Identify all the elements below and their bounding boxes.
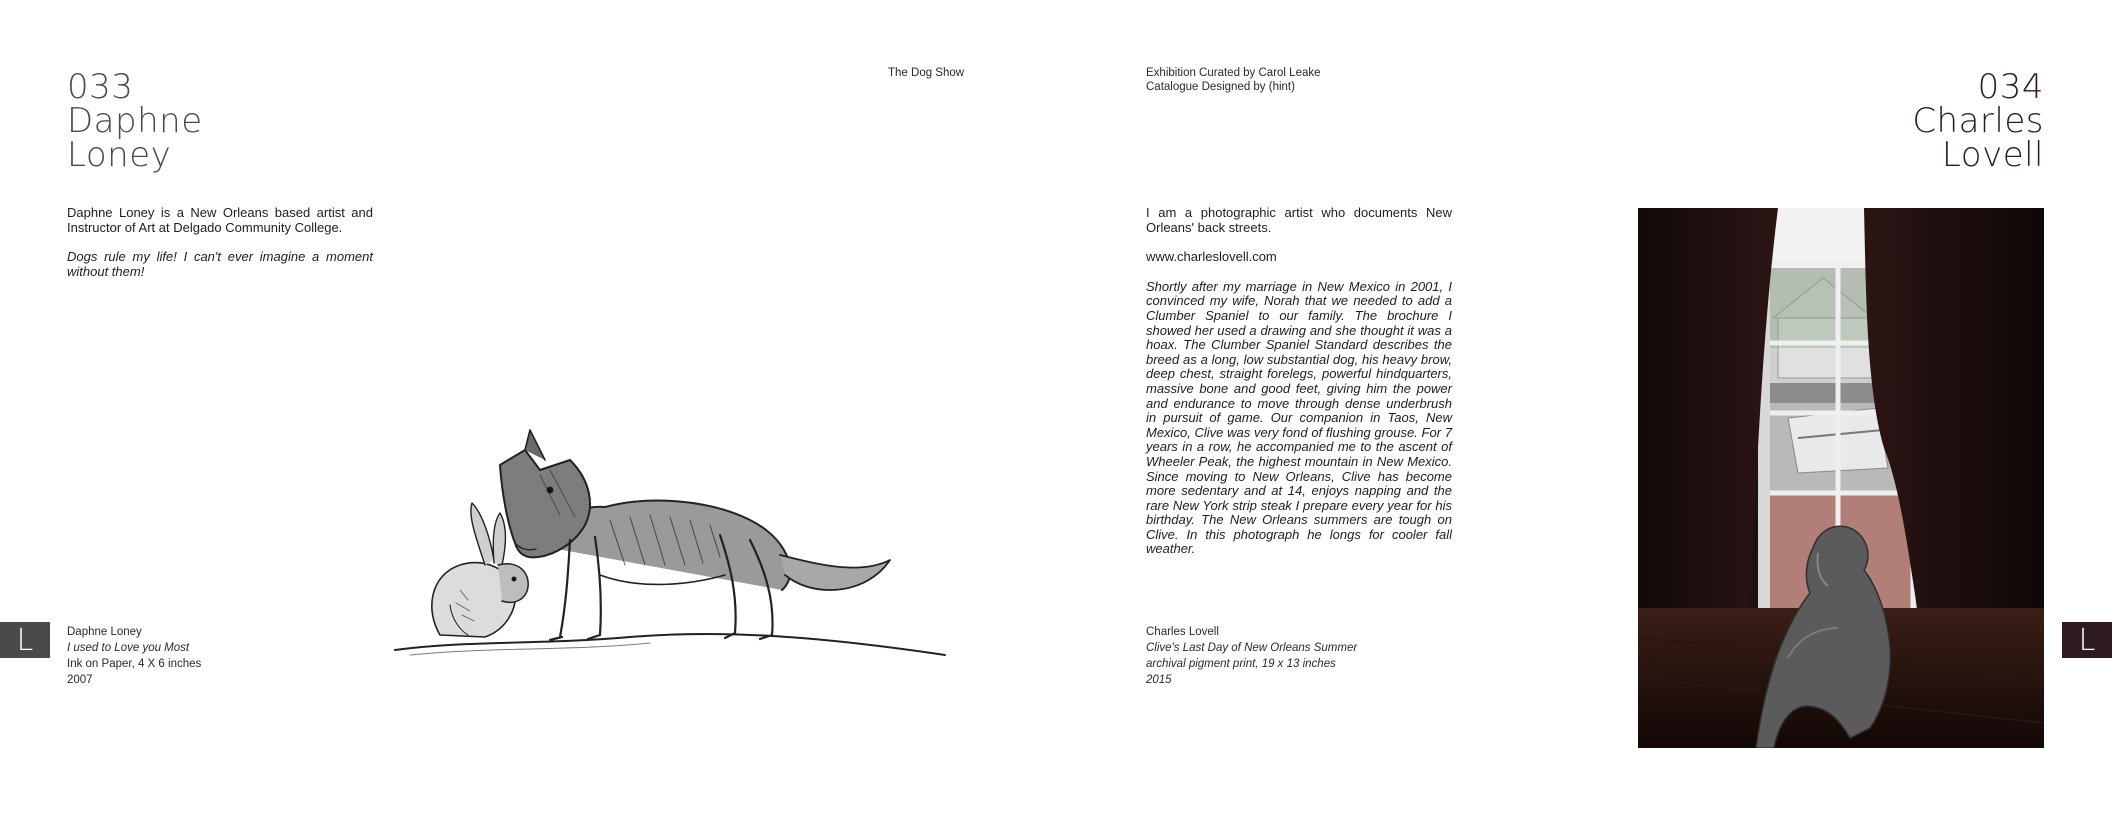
- designer-credit: Catalogue Designed by (hint): [1146, 81, 1295, 93]
- left-artwork-caption: [67, 624, 327, 688]
- right-caption-year: 2015: [1146, 674, 1172, 686]
- right-caption-artist: Charles Lovell: [1146, 626, 1219, 638]
- show-title: The Dog Show: [888, 67, 965, 79]
- catalogue-credits: [1146, 66, 1406, 94]
- left-caption-medium: Ink on Paper, 4 X 6 inches: [67, 658, 202, 670]
- left-artist-last-name: Loney: [67, 135, 172, 175]
- left-artist-heading: [67, 67, 203, 175]
- right-catalogue-number: 034: [1977, 67, 2044, 107]
- left-artist-quote: Dogs rule my life! I can't ever imagine a moment without them!: [67, 249, 373, 279]
- right-artwork-caption: [1146, 624, 1446, 688]
- right-artist-first-name: Charles: [1912, 101, 2044, 141]
- curator-credit: Exhibition Curated by Carol Leake: [1146, 67, 1321, 79]
- right-text-block: [1146, 206, 1452, 557]
- left-caption-year: 2007: [67, 674, 93, 686]
- left-catalogue-number: 033: [67, 67, 134, 107]
- left-text-block: [67, 206, 373, 279]
- dog-at-window-photo-icon: [1638, 208, 2044, 748]
- right-caption-medium: archival pigment print, 19 x 13 inches: [1146, 658, 1336, 670]
- right-artist-statement: Shortly after my marriage in New Mexico in 2001, I convinced my wife, Norah that we needed to add a Clumber Spaniel to our family. The brochure I showed her used a drawing and she thought it was a hoax. The Clumber Spaniel Standard describes the breed as a long, low substantial dog, his heavy brow, deep chest, straight forelegs, powerful hindquarters, massive bone and good feet, giving him the power and endurance to move through dense underbrush in pursuit of game. Our companion in Taos, New Mexico, Clive was very fond of flushing grouse. For 7 years in a row, he accompanied me to the ascent of Wheeler Peak, the highest mountain in New Mexico. Since moving to New Orleans, Clive has become more sedentary and at 14, enjoys napping and the rare New York strip steak I prepare every year for his birthday. The New Orleans summers are tough on Clive. In this photograph he longs for cooler fall weather.: [1146, 278, 1452, 557]
- right-artist-last-name: Lovell: [1941, 135, 2044, 175]
- right-caption-title: Clive's Last Day of New Orleans Summer: [1146, 642, 1358, 654]
- right-artist-bio: I am a photographic artist who documents New Orleans' back streets.: [1146, 205, 1452, 235]
- left-caption-artist: Daphne Loney: [67, 626, 142, 638]
- left-artist-bio: Daphne Loney is a New Orleans based artist and Instructor of Art at Delgado Community College.: [67, 205, 373, 235]
- left-index-tab: L: [0, 622, 50, 658]
- right-artist-heading: [1912, 67, 2044, 175]
- left-caption-title: I used to Love you Most: [67, 642, 190, 654]
- right-artist-website[interactable]: www.charleslovell.com: [1146, 249, 1277, 265]
- left-artist-first-name: Daphne: [67, 101, 203, 141]
- right-index-tab: L: [2062, 622, 2112, 658]
- dog-and-rabbit-sketch-icon: [390, 425, 950, 665]
